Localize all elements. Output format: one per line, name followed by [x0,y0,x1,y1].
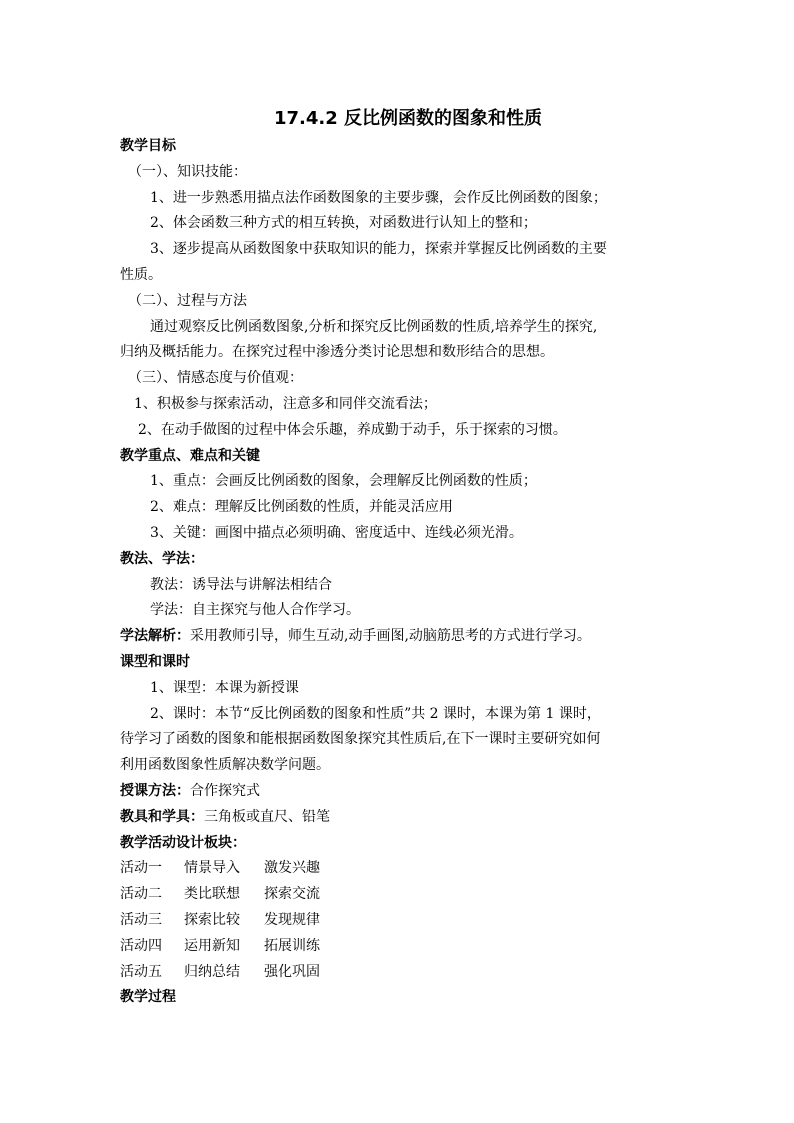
activity-phase-a: 情景导入 [184,860,240,877]
tools-text: 三角板或直尺、铅笔 [204,808,330,825]
activity-phase-a: 运用新知 [184,937,240,954]
teaching-method-label: 授课方法： [120,782,190,799]
activity-row [120,908,676,934]
method-item: 学法：自主探究与他人合作学习。 [150,602,360,619]
activity-row [120,960,676,986]
knowledge-item: 3、逐步提高从函数图象中获取知识的能力，探索并掌握反比例函数的主要 [150,241,607,258]
subheading-knowledge: （一）、知识技能： [128,163,247,180]
method-item: 教法：诱导法与讲解法相结合 [150,576,332,593]
section-heading-objectives: 教学目标 [120,138,176,154]
activity-name: 活动四 [120,937,162,954]
activity-row [120,934,676,960]
activity-phase-b: 激发兴趣 [264,860,320,877]
activity-name: 活动二 [120,886,162,903]
emotion-item: 2、在动手做图的过程中体会乐趣，养成勤于动手，乐于探索的习惯。 [138,421,567,438]
keypoint-item: 3、关键：画图中描点必须明确、密度适中、连线必须光滑。 [150,524,523,541]
knowledge-item-continued: 性质。 [120,266,162,283]
knowledge-item: 1、进一步熟悉用描点法作函数图象的主要步骤，会作反比例函数的图象； [150,189,607,206]
process-text: 通过观察反比例函数图象,分析和探究反比例函数的性质,培养学生的探究, [150,318,598,335]
process-text-continued: 归纳及概括能力。在探究过程中渗透分类讨论思想和数形结合的思想。 [120,344,554,361]
activity-phase-b: 发现规律 [264,911,320,928]
lesson-type-item: 2、课时：本节“反比例函数的图象和性质”共 2 课时，本课为第 1 课时， [150,705,601,722]
page-title: 17.4.2 反比例函数的图象和性质 [273,108,543,129]
tools-line [120,805,676,831]
section-heading-process: 教学过程 [120,989,176,1006]
tools-label: 教具和学具： [120,808,204,825]
emotion-item: 1、积极参与探索活动，注意多和同伴交流看法； [134,395,437,412]
section-heading-activities: 教学活动设计板块： [120,834,246,851]
activity-row [120,882,676,908]
teaching-method-text: 合作探究式 [190,782,260,799]
subheading-process: （二）、过程与方法 [128,292,247,309]
section-heading-keypoints: 教学重点、难点和关键 [120,447,260,464]
activity-row [120,856,676,882]
activity-name: 活动一 [120,860,162,877]
lesson-type-item-continued: 待学习了函数的图象和能根据函数图象探究其性质后,在下一课时主要研究如何 [120,731,601,748]
subheading-emotion: （三）、情感态度与价值观： [128,370,303,387]
activity-phase-a: 归纳总结 [184,963,240,980]
activity-name: 活动五 [120,963,162,980]
document-page [120,104,676,1011]
activity-phase-b: 拓展训练 [264,937,320,954]
lesson-type-item: 1、课型：本课为新授课 [150,679,299,696]
activity-name: 活动三 [120,911,162,928]
activity-phase-b: 强化巩固 [264,963,320,980]
teaching-method-line [120,779,676,805]
activity-phase-a: 探索比较 [184,911,240,928]
activity-phase-a: 类比联想 [184,886,240,903]
knowledge-item: 2、体会函数三种方式的相互转换，对函数进行认知上的整和； [150,215,537,232]
keypoint-item: 1、重点：会画反比例函数的图象，会理解反比例函数的性质； [150,473,537,490]
analysis-label: 学法解析： [120,628,190,645]
analysis-text: 采用教师引导，师生互动,动手画图,动脑筋思考的方式进行学习。 [190,628,591,645]
keypoint-item: 2、难点：理解反比例函数的性质，并能灵活应用 [150,499,453,516]
lesson-type-item-continued: 利用函数图象性质解决数学问题。 [120,757,330,774]
section-heading-methods: 教法、学法： [120,550,204,567]
section-heading-lesson-type: 课型和课时 [120,653,190,670]
activity-phase-b: 探索交流 [264,886,320,903]
analysis-line [120,624,676,650]
